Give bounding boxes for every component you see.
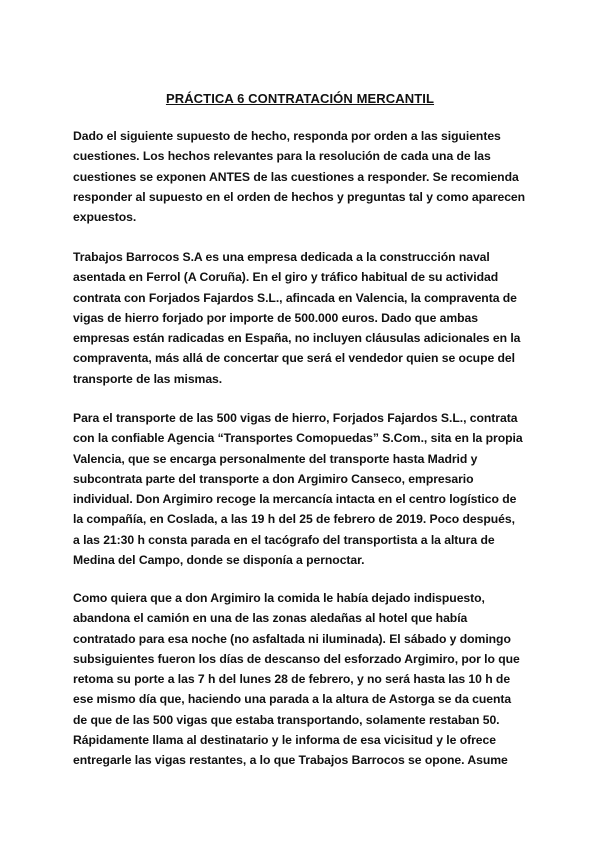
- paragraph-contract: [73, 247, 533, 389]
- paragraph-incident: [73, 588, 533, 771]
- text-line: Dado el siguiente supuesto de hecho, responda por orden a las siguientes: [73, 129, 501, 143]
- text-line: individual. Don Argimiro recoge la mercancía intacta en el centro logístico de: [73, 492, 517, 507]
- text-line: Medina del Campo, donde se disponía a pernoctar.: [73, 553, 365, 568]
- text-line: responder al supuesto en el orden de hechos y preguntas tal y como aparecen: [73, 189, 526, 204]
- text-line: abandona el camión en una de las zonas aledañas al hotel que había: [73, 611, 468, 626]
- text-line: ese mismo día que, haciendo una parada a la altura de Astorga se da cuenta: [73, 692, 512, 707]
- text-line: vigas de hierro forjado por importe de 500.000 euros. Dado que ambas: [73, 310, 479, 325]
- text-line: expuestos.: [73, 210, 137, 225]
- text-line: subcontrata parte del transporte a don Argimiro Canseco, empresario: [73, 471, 474, 486]
- text-line: Trabajos Barrocos S.A es una empresa dedicada a la construcción naval: [73, 250, 490, 264]
- text-line: contrata con Forjados Fajardos S.L., afincada en Valencia, la compraventa de: [73, 290, 517, 305]
- text-line: Valencia, que se encarga personalmente del transporte hasta Madrid y: [73, 451, 478, 466]
- text-line: cuestiones se exponen ANTES de las cuestiones a responder. Se recomienda: [73, 169, 519, 184]
- text-line: retoma su porte a las 7 h del lunes 28 de febrero, y no será hasta las 10 h de: [73, 672, 511, 687]
- paragraph-transport: [73, 408, 533, 570]
- text-line: la compañía, en Coslada, a las 19 h del 25 de febrero de 2019. Poco después,: [73, 512, 515, 527]
- paragraph-instructions: [73, 126, 533, 227]
- text-line: a las 21:30 h consta parada en el tacógrafo del transportista a la altura de: [73, 532, 495, 547]
- text-line: Como quiera que a don Argimiro la comida le había dejado indispuesto,: [73, 591, 485, 605]
- text-line: compraventa, más allá de concertar que será el vendedor quien se ocupe del: [73, 351, 515, 366]
- text-line: Rápidamente llama al destinatario y le informa de esa vicisitud y le ofrece: [73, 733, 496, 748]
- text-line: cuestiones. Los hechos relevantes para la resolución de cada una de las: [73, 149, 491, 164]
- text-line: Para el transporte de las 500 vigas de hierro, Forjados Fajardos S.L., contrata: [73, 411, 518, 425]
- document-title: PRÁCTICA 6 CONTRATACIÓN MERCANTIL: [165, 91, 435, 106]
- text-line: asentada en Ferrol (A Coruña). En el giro y tráfico habitual de su actividad: [73, 270, 499, 285]
- text-line: con la confiable Agencia “Transportes Comopuedas” S.Com., sita en la propia: [73, 431, 523, 446]
- text-line: empresas están radicadas en España, no incluyen cláusulas adicionales en la: [73, 331, 521, 346]
- text-line: de que de las 500 vigas que estaba transportando, solamente restaban 50.: [73, 712, 500, 727]
- text-line: transporte de las mismas.: [73, 371, 223, 386]
- text-line: subsiguientes fueron los días de descanso del esforzado Argimiro, por lo que: [73, 651, 520, 666]
- text-line: contratado para esa noche (no asfaltada ni iluminada). El sábado y domingo: [73, 631, 511, 646]
- text-line: entregarle las vigas restantes, a lo que Trabajos Barrocos se opone. Asume: [73, 753, 508, 768]
